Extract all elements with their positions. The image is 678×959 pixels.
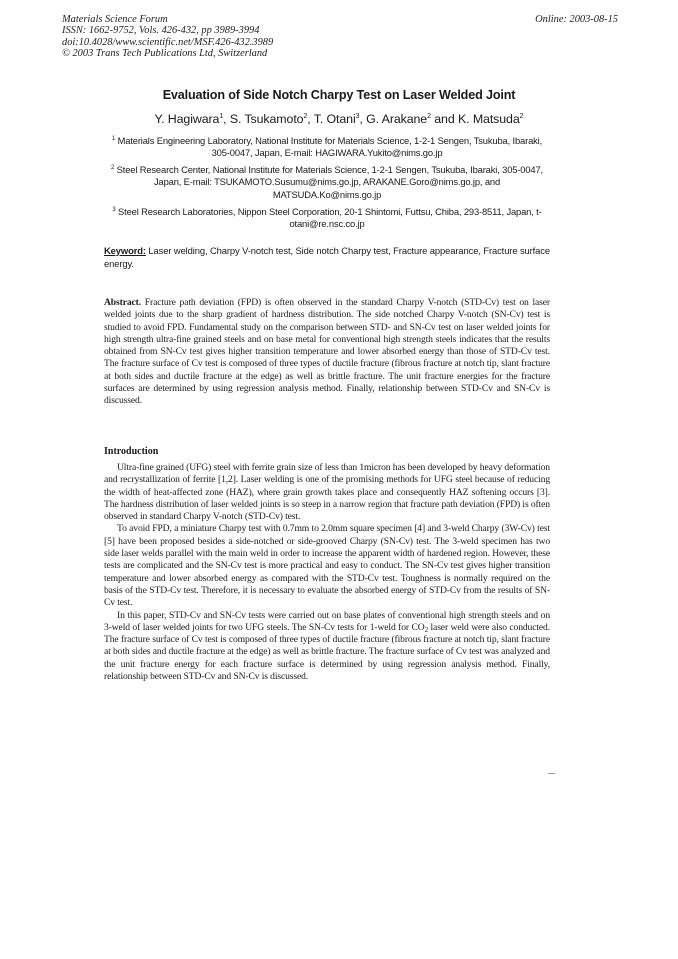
affiliation-text: Materials Engineering Laboratory, National Institute for Materials Science, 1-2-1 Sengen, Tsukuba, Ibaraki, 305-0047, Japan, E-mail: HAGIWARA.Yukito@nims.go.jp xyxy=(117,135,543,159)
copyright-line: © 2003 Trans Tech Publications Ltd, Switzerland xyxy=(62,48,268,60)
intro-p3-part-b: laser weld were also conducted. The fracture surface of Cv test is composed of three types of ductile fracture (fibrous fracture at notch tip, slant fracture at both sides and ductile fracture at the edge) as well as brittle fracture. The fracture surface of Cv test was analyzed and the unit fracture energy for each fracture surface is determined by using regression analysis method. Finally, relationship between STD-Cv and SN-Cv is discussed. xyxy=(104,621,551,683)
affiliation-3 xyxy=(104,206,550,231)
author-sep: , xyxy=(307,112,314,126)
author-affil-sup: 2 xyxy=(303,113,308,120)
intro-p3-part-a: In this paper, STD-Cv and SN-Cv tests were carried out on base plates of conventional high strength steels and on 3-weld of laser welded joints for two UFG steels. The SN-Cv tests for 1-weld for CO xyxy=(104,609,550,633)
author-affil-sup: 2 xyxy=(519,113,524,120)
doi-line: doi:10.4028/www.scientific.net/MSF.426-432.3989 xyxy=(62,36,274,48)
section-heading-introduction: Introduction xyxy=(104,446,159,457)
journal-name: Materials Science Forum xyxy=(62,14,168,25)
paper-title: Evaluation of Side Notch Charpy Test on Laser Welded Joint xyxy=(162,88,516,102)
affiliation-text: Steel Research Center, National Institute for Materials Science, 1-2-1 Sengen, Tsukuba, Ibaraki, 305-0047, Japan, E-mail: TSUKAMOTO.Susumu@nims.go.jp, ARAKANE.Goro@nims.go.jp, and MATSUDA.Ko@nims.go.jp xyxy=(116,164,544,200)
abstract xyxy=(104,297,550,408)
author-name: G. Arakane xyxy=(366,112,428,126)
author-affil-sup: 1 xyxy=(219,113,224,120)
introduction-body xyxy=(104,462,550,683)
author-name: T. Otani xyxy=(313,112,356,126)
author-sep: , xyxy=(223,112,230,126)
keywords xyxy=(104,245,550,270)
author-name: Y. Hagiwara xyxy=(154,112,220,126)
co2-subscript: 2 xyxy=(424,625,428,634)
online-date: Online: 2003-08-15 xyxy=(535,14,618,25)
affiliation-text: Steel Research Laboratories, Nippon Steel Corporation, 20-1 Shintomi, Futtsu, Chiba, 293-8511, Japan, t-otani@re.nsc.co.jp xyxy=(118,206,542,230)
keywords-text: Laser welding, Charpy V-notch test, Side notch Charpy test, Fracture appearance, Fracture surface energy. xyxy=(104,245,550,269)
journal-header xyxy=(62,14,618,60)
affiliation-number: 3 xyxy=(112,207,116,213)
author-affil-sup: 3 xyxy=(355,113,360,120)
affiliation-2 xyxy=(104,164,550,201)
intro-paragraph-1: Ultra-fine grained (UFG) steel with ferrite grain size of less than 1micron has been developed by heavy deformation and recrystallization of ferrite [1,2]. Laser welding is one of the promising methods for UFG steel because of reducing the width of heat-affected zone (HAZ), where grain growth takes place and consequently HAZ softening occurs [3]. The hardness distribution of laser welded joints is so steep in a narrow region that fracture path deviation (FPD) is often observed in standard Charpy V-notch (STD-Cv) test. xyxy=(104,462,550,523)
keywords-label: Keyword: xyxy=(104,245,146,256)
affiliation-number: 1 xyxy=(111,136,116,142)
author-affil-sup: 2 xyxy=(427,113,431,120)
page-mark xyxy=(548,773,555,774)
author-name: K. Matsuda xyxy=(457,112,520,126)
author-sep: and xyxy=(430,112,458,126)
author-list xyxy=(0,112,678,126)
abstract-text: Fracture path deviation (FPD) is often observed in the standard Charpy V-notch (STD-Cv) test on laser welded joints due to the sharp gradient of hardness distribution. The side notched Charpy V-notch (SN-Cv) test is studied to avoid FPD. Fundamental study on the comparison between STD- and SN-Cv test on laser welded joints for high strength ultra-fine grained steels and on base metal for conventional high strength steels indicates that the results obtained from SN-Cv test gives higher transition temperature and lower absorbed energy than those of STD-Cv test. The fracture surface of Cv test is composed of three types of ductile fracture (fibrous fracture at notch tip, slant fracture at both sides and ductile fracture at the edge) as well as brittle fracture. The unit fracture energies for the fracture surfaces are determined by using regression analysis method. Finally, relationship between STD-Cv and SN-Cv is discussed. xyxy=(104,297,550,407)
author-name: S. Tsukamoto xyxy=(229,112,304,126)
affiliation-number: 2 xyxy=(110,165,115,171)
affiliation-1 xyxy=(104,135,550,160)
intro-paragraph-3 xyxy=(104,610,550,684)
abstract-label: Abstract. xyxy=(104,297,142,308)
author-sep: , xyxy=(359,112,367,126)
issn-line: ISSN: 1662-9752, Vols. 426-432, pp 3989-3994 xyxy=(62,25,260,37)
intro-paragraph-2: To avoid FPD, a miniature Charpy test with 0.7mm to 2.0mm square specimen [4] and 3-weld Charpy (3W-Cv) test [5] have been proposed besides a side-notched or side-grooved Charpy (SN-Cv) test. The 3-weld specimen has two side laser welds parallel with the main weld in order to increase the apparent width of hardened region. However, these tests are complicated and the SN-Cv test is more practical and easy to conduct. The SN-Cv test gives higher transition temperature and lower absorbed energy as compared with the STD-Cv test. Toughness is normally required on the basis of the STD-Cv test. Therefore, it is necessary to evaluate the absorbed energy of STD-Cv from the results of SN-Cv test. xyxy=(104,523,550,609)
